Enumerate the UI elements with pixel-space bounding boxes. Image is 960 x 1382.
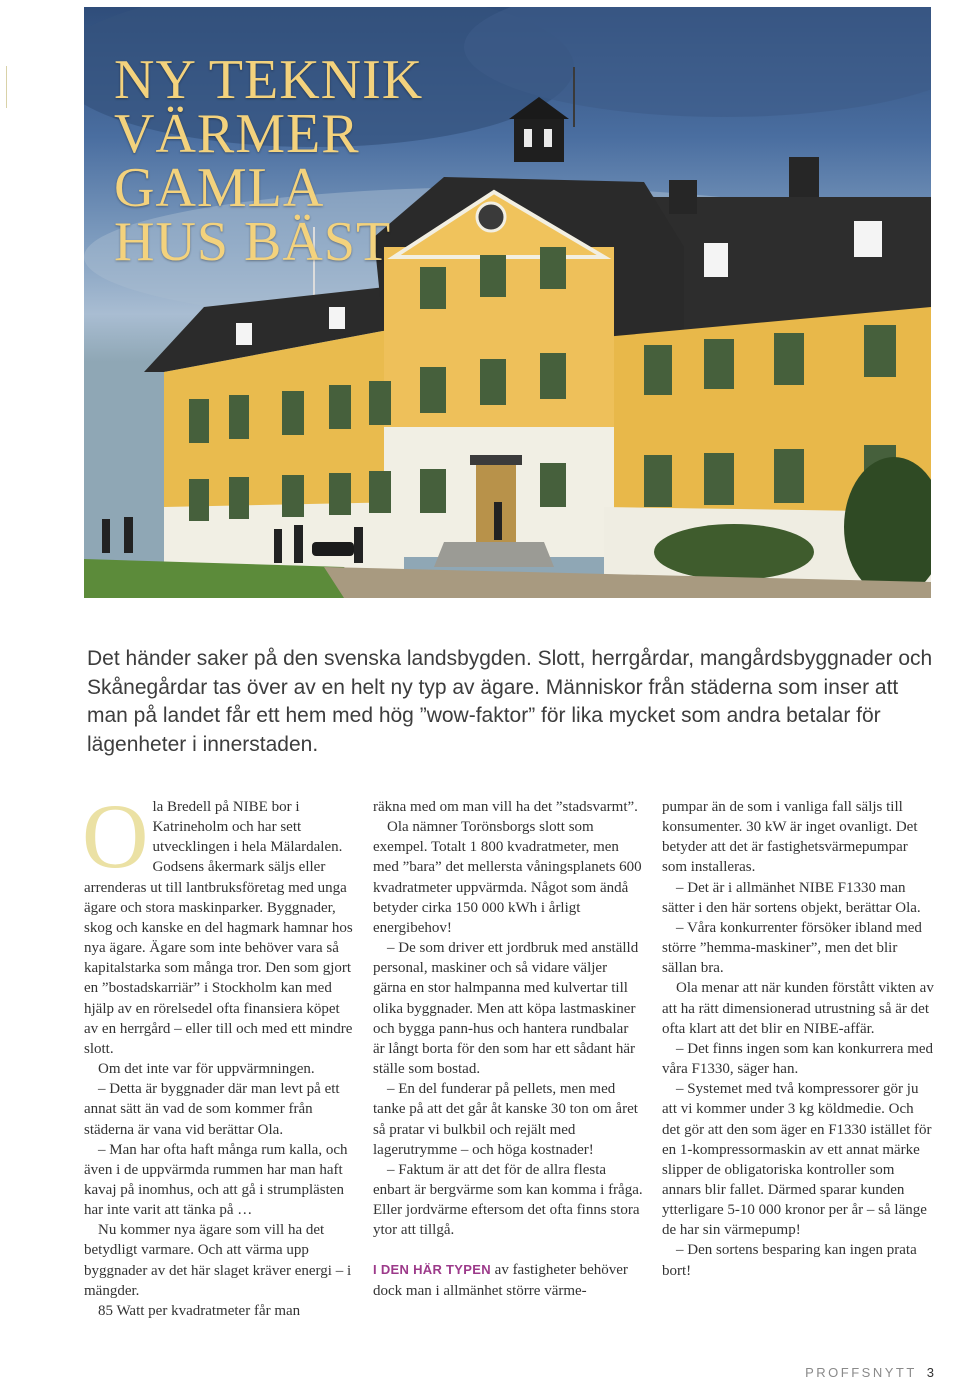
page-edge-marker xyxy=(6,66,7,108)
paragraph: – Det är i allmänhet NIBE F1330 man sätter i den här sortens objekt, berättar Ola. xyxy=(662,879,921,916)
subhead-paragraph xyxy=(373,1260,643,1300)
manor-house-photo xyxy=(84,7,931,598)
paragraph: Ola nämner Torönsborgs slott som exempel. Totalt 1 800 kvadratmeter, men med ”bara” det mellersta våningsplanets 600 kvadratmeter uppvärmda. Något som ändå betyder cirka 150 000 kWh i årligt energibehov! xyxy=(373,819,642,936)
paragraph: – Man har ofta haft många rum kalla, och även i de uppvärmda rummen har man haft kavaj på inomhus, och att gå i strumplästen har inte varit att tänka på … xyxy=(84,1141,348,1219)
ingress-paragraph: Det händer saker på den svenska landsbygden. Slott, herrgårdar, mangårdsbyggnader och Skånegårdar tas över av en helt ny typ av ägare. Människor från städerna som inser att man på landet får ett hem med hög ”wow-faktor” för lika mycket som andra betalar för lägenheter i innerstaden. xyxy=(87,647,933,756)
paragraph: Om det inte var för uppvärmningen. xyxy=(98,1061,315,1078)
paragraph: – Den sortens besparing kan ingen prata bort! xyxy=(662,1242,917,1279)
headline-line-1: NY TEKNIK xyxy=(114,49,424,111)
headline-line-2: VÄRMER xyxy=(114,103,360,165)
paragraph: – Faktum är att det för de allra flesta enbart är bergvärme som kan komma i fråga. Eller jordvärme eftersom det ofta finns stora ytor att tillgå. xyxy=(373,1161,643,1239)
subhead-text: av fastigheter behöver dock man i allmänhet större värme- xyxy=(373,1262,628,1299)
paragraph: la Bredell på NIBE bor i Katrineholm och har sett utvecklingen i hela Mälardalen. Godsens åkermark säljs eller arrenderas ut till lantbruksföretag med unga ägare och stora maskinparker. Byggnader, skog och kanske en del hagmark hamnar hos nya ägare. Ägare som inte behöver vara så kapitalstarka som många tror. Den som gjort en ”bostadskarriär” i Stockholm kan med hjälp av en rörelsedel ofta finansiera köpet av en herrgård – eller till och med ett mindre slott. xyxy=(84,799,353,1057)
article-column-1 xyxy=(82,785,354,1321)
paragraph: – Det finns ingen som kan konkurrera med våra F1330, säger han. xyxy=(662,1040,934,1078)
paragraph: Nu kommer nya ägare som vill ha det betydligt varmare. Och att värma upp byggnader av det här slaget kräver energi – i mängder. xyxy=(84,1222,352,1299)
article-column-2 xyxy=(373,797,643,1301)
paragraph: 85 Watt per kvadratmeter får man xyxy=(98,1302,301,1319)
paragraph: – Detta är byggnader där man levt på ett annat sätt än vad de som kommer från städerna är vana vid berättar Ola. xyxy=(84,1081,340,1138)
drop-cap: O xyxy=(82,785,149,887)
paragraph: – De som driver ett jordbruk med anställd personal, maskiner och så vidare väljer gärna en stor halmpanna med kulvertar till olika byggnader. Men att köpa lastmaskiner och bygga pann-hus och hantera rundbalar är långt borta för den som har ett sådant här ställe som bostad. xyxy=(373,940,639,1078)
article-column-3 xyxy=(662,797,934,1281)
paragraph: – Systemet med två kompressorer gör ju att vi kommer under 3 kg köldmedie. Och det gör att den som äger en F1330 istället för en 1-kompressormaskin av ett annat märke slipper de obligatoriska kontroller som annars blir fallet. Därmed sparar kunden ytterligare 5-10 000 kronor per år – så länge de har sin värmepump! xyxy=(662,1081,932,1239)
paragraph: – Våra konkurrenter försöker ibland med större ”hemma-maskiner”, men det blir sällan bra. xyxy=(662,919,922,977)
paragraph: räkna med om man vill ha det ”stadsvarmt”. xyxy=(373,799,638,815)
paragraph: pumpar än de som i vanliga fall säljs till konsumenter. 30 kW är inget ovanligt. Det betyder att det är fastighetsvärmepumpar som installeras. xyxy=(662,799,918,876)
paragraph: – En del funderar på pellets, men med tanke på att det går åt kanske 30 ton om året så pratar vi bulkbil och rejält med lagerutrymme – och höga kostnader! xyxy=(373,1081,638,1158)
subhead-lead: I DEN HÄR TYPEN xyxy=(373,1262,491,1278)
page-number: 3 xyxy=(926,1365,934,1380)
headline xyxy=(114,49,424,273)
paragraph: Ola menar att när kunden förstått vikten av att ha rätt dimensionerad utrustning så är det ofta klart att det blir en NIBE-affär. xyxy=(662,980,934,1037)
page-footer xyxy=(805,1365,934,1380)
headline-line-3: GAMLA xyxy=(114,157,325,219)
magazine-name: PROFFSNYTT xyxy=(805,1365,917,1380)
headline-line-4: HUS BÄST xyxy=(114,211,392,273)
